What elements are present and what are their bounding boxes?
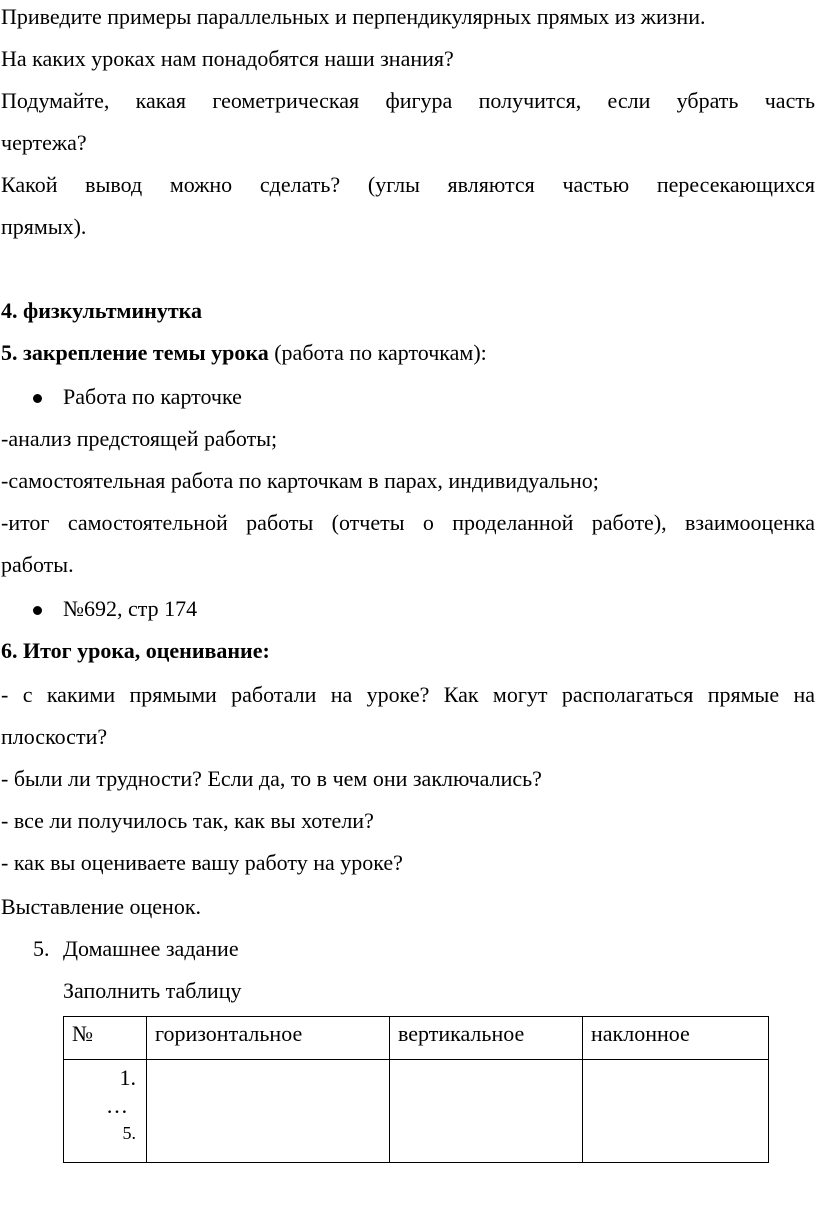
question-self-assessment: - как вы оцениваете вашу работу на уроке? xyxy=(1,850,403,875)
paragraph-figure-line1: Подумайте, какая геометрическая фигура получится, если убрать часть xyxy=(1,88,815,113)
grading-text: Выставление оценок. xyxy=(1,894,202,919)
homework-title: Домашнее задание xyxy=(63,936,239,961)
table-row xyxy=(64,1060,769,1163)
paragraph-examples: Приведите примеры параллельных и перпендикулярных прямых из жизни. xyxy=(1,4,706,29)
bullet-icon xyxy=(33,394,42,403)
paragraph-conclusion-line1: Какой вывод можно сделать? (углы являются частью пересекающихся xyxy=(1,172,815,197)
paragraph-figure-line2: чертежа? xyxy=(1,130,87,155)
question-success: - все ли получилось так, как вы хотели? xyxy=(1,808,374,833)
table-cell-numbers xyxy=(64,1060,147,1163)
table-header-vertical: вертикальное xyxy=(390,1017,583,1060)
table-header-horizontal: горизонтальное xyxy=(147,1017,390,1060)
section-5-title-bold: 5. закрепление темы урока xyxy=(1,340,269,365)
paragraph-lessons: На каких уроках нам понадобятся наши знания? xyxy=(1,46,454,71)
table-header-number: № xyxy=(64,1017,147,1060)
item-independent-work: -самостоятельная работа по карточкам в парах, индивидуально; xyxy=(1,468,599,493)
question-lines-line1: - с какими прямыми работали на уроке? Как могут располагаться прямые на xyxy=(1,682,815,707)
item-summary-line2: работы. xyxy=(1,552,74,577)
table-header-inclined: наклонное xyxy=(583,1017,769,1060)
section-5-title xyxy=(1,340,487,366)
paragraph-conclusion-line2: прямых). xyxy=(1,214,87,239)
question-lines-line2: плоскости? xyxy=(1,724,108,749)
bullet-icon xyxy=(33,606,42,615)
homework-instruction: Заполнить таблицу xyxy=(63,978,242,1003)
section-6-title: 6. Итог урока, оценивание: xyxy=(1,638,270,663)
section-5-title-rest: (работа по карточкам): xyxy=(268,340,487,365)
bullet-exercise: №692, стр 174 xyxy=(63,596,198,621)
row-number-last: 5. xyxy=(122,1123,136,1143)
homework-number: 5. xyxy=(33,936,50,961)
row-number-first: 1. xyxy=(119,1065,136,1090)
table-header-row xyxy=(64,1017,769,1060)
table-cell-vertical[interactable] xyxy=(390,1060,583,1163)
row-number-ellipsis: … xyxy=(106,1093,128,1118)
homework-table xyxy=(63,1016,769,1163)
bullet-card-work: Работа по карточке xyxy=(63,384,242,409)
table-cell-inclined[interactable] xyxy=(583,1060,769,1163)
table-cell-horizontal[interactable] xyxy=(147,1060,390,1163)
item-analysis: -анализ предстоящей работы; xyxy=(1,426,278,451)
section-4-title: 4. физкультминутка xyxy=(1,298,202,323)
item-summary-line1: -итог самостоятельной работы (отчеты о проделанной работе), взаимооценка xyxy=(1,510,815,535)
question-difficulties: - были ли трудности? Если да, то в чем они заключались? xyxy=(1,766,542,791)
